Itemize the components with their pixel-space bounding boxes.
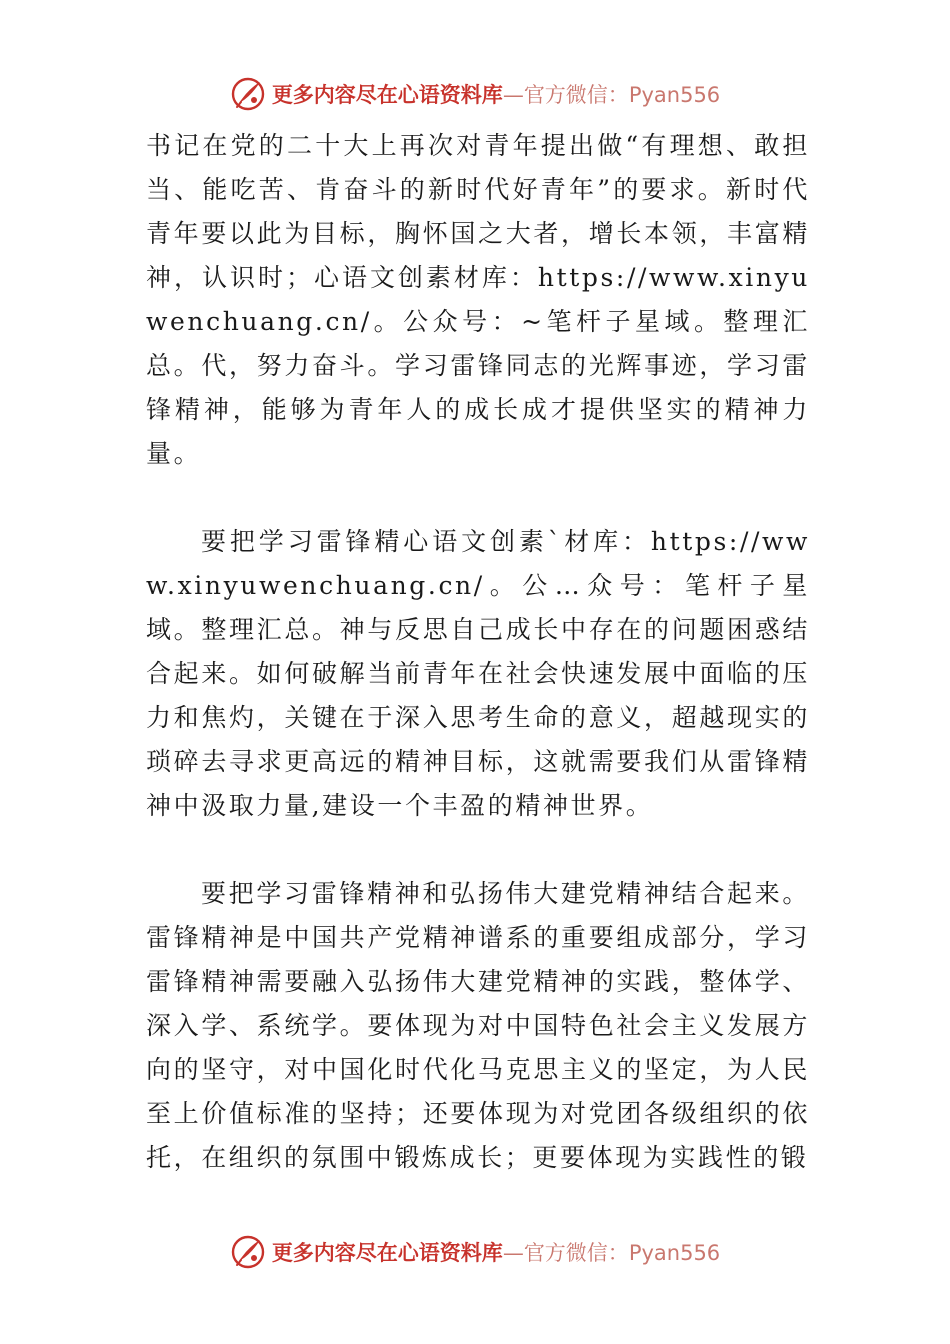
- footer-banner-text: [272, 1237, 720, 1267]
- header-account-id: Pyan556: [628, 83, 721, 107]
- header-dash: —: [502, 83, 524, 107]
- paragraph-gap: [146, 828, 810, 872]
- quill-logo-icon: [230, 76, 266, 112]
- header-site-text: 更多内容尽在心语资料库: [271, 83, 503, 107]
- paragraph-gap: [146, 476, 810, 520]
- footer-account-label: 官方微信：: [523, 1241, 629, 1265]
- footer-banner: [0, 1232, 950, 1272]
- quill-logo-icon: [230, 1234, 266, 1270]
- footer-dash: —: [502, 1241, 524, 1265]
- footer-site-text: 更多内容尽在心语资料库: [271, 1241, 503, 1265]
- footer-account-id: Pyan556: [628, 1241, 721, 1265]
- paragraph-3: 要把学习雷锋精神和弘扬伟大建党精神结合起来。雷锋精神是中国共产党精神谱系的重要组成部分，学习雷锋精神需要融入弘扬伟大建党精神的实践，整体学、深入学、系统学。要体现为对中国特色社会主义发展方向的坚守，对中国化时代化马克思主义的坚定，为人民至上价值标准的坚持；还要体现为对党团各级组织的依托，在组织的氛围中锻炼成长；更要体现为实践性的锻: [146, 879, 810, 1172]
- paragraph-2: 要把学习雷锋精心语文创素`材库：https://www.xinyuwenchuang.cn/。公…众号：笔杆子星域。整理汇总。神与反思自己成长中存在的问题困惑结合起来。如何破解当前青年在社会快速发展中面临的压力和焦灼，关键在于深入思考生命的意义，超越现实的琐碎去寻求更高远的精神目标，这就需要我们从雷锋精神中汲取力量,建设一个丰盈的精神世界。: [146, 527, 810, 820]
- paragraph-1: 书记在党的二十大上再次对青年提出做“有理想、敢担当、能吃苦、肯奋斗的新时代好青年”的要求。新时代青年要以此为目标，胸怀国之大者，增长本领，丰富精神，认识时；心语文创素材库：https://www.xinyuwenchuang.cn/。公众号：~笔杆子星域。整理汇总。代，努力奋斗。学习雷锋同志的光辉事迹，学习雷锋精神，能够为青年人的成长成才提供坚实的精神力量。: [146, 131, 810, 468]
- header-banner-text: [272, 79, 720, 109]
- document-body: [146, 124, 810, 1180]
- header-account-label: 官方微信：: [523, 83, 629, 107]
- header-banner: [0, 74, 950, 114]
